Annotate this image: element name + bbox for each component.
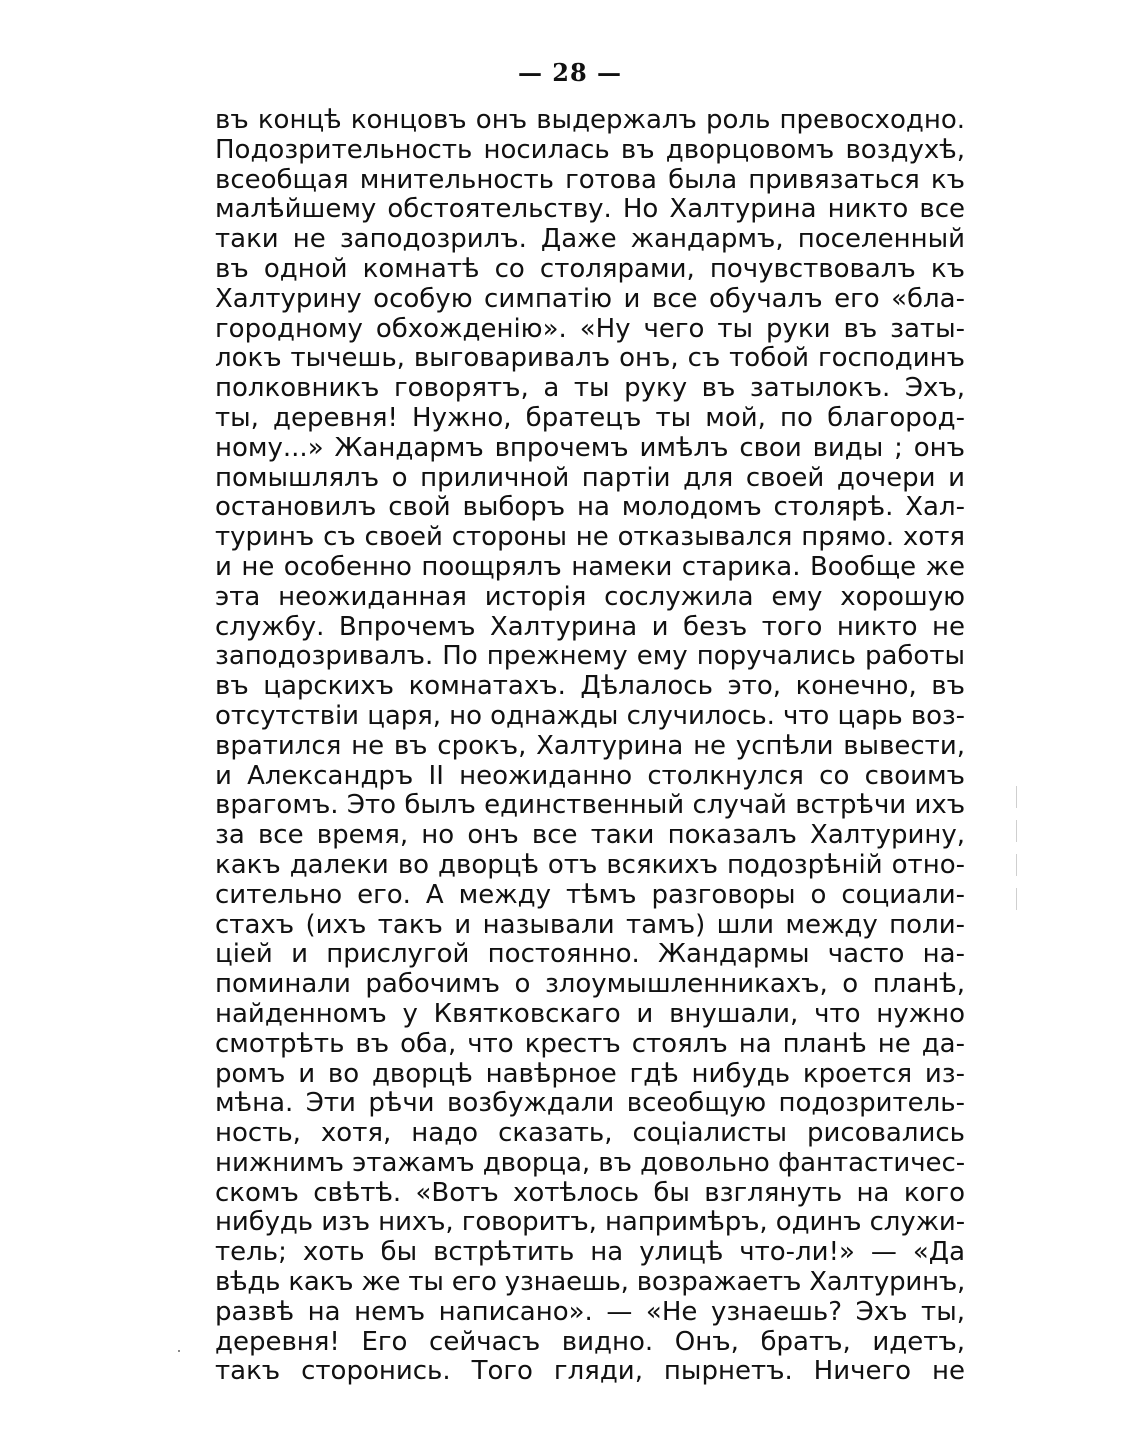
text-line: помышлялъ о приличной партіи для своей дочери и (215, 462, 965, 493)
text-line: ціей и прислугой постоянно. Жандармы часто на- (215, 939, 965, 970)
text-line: полковникъ говорятъ, а ты руку въ затылокъ. Эхъ, (215, 373, 965, 404)
text-line: вратился не въ срокъ, Халтурина не успѣли вывести, (215, 730, 965, 761)
text-line: въ концѣ концовъ онъ выдержалъ роль превосходно. (215, 105, 965, 135)
text-line: и не особенно поощрялъ намеки старика. Вообще же (215, 551, 965, 582)
text-line: врагомъ. Это былъ единственный случай встрѣчи ихъ (215, 790, 966, 821)
scan-speck (178, 1350, 180, 1352)
text-line: какъ далеки во дворцѣ отъ всякихъ подозрѣній отно- (215, 849, 965, 880)
text-line: остановилъ свой выборъ на молодомъ столярѣ. Хал- (215, 492, 965, 523)
text-line: нижнимъ этажамъ дворца, въ довольно фантастичес- (215, 1147, 966, 1178)
text-line: найденномъ у Квятковскаго и внушали, что нужно (215, 998, 965, 1029)
text-line: деревня! Его сейчасъ видно. Онъ, братъ, идетъ, (215, 1326, 965, 1357)
body-text (215, 106, 965, 1387)
text-line: малѣйшему обстоятельству. Но Халтурина никто все (215, 194, 965, 225)
text-line: эта неожиданная исторія сослужила ему хорошую (215, 581, 965, 612)
page-number: — 28 — (517, 58, 623, 87)
text-line: ромъ и во дворцѣ навѣрное гдѣ нибудь кроется из- (215, 1058, 965, 1089)
text-line: нибудь изъ нихъ, говоритъ, напримѣръ, одинъ служи- (215, 1207, 965, 1238)
text-line: ному...» Жандармъ впрочемъ имѣлъ свои виды ; онъ (215, 432, 965, 463)
text-line: ты, деревня! Нужно, братецъ ты мой, по благород- (215, 402, 965, 433)
text-line: мѣна. Эти рѣчи возбуждали всеобщую подозритель- (215, 1088, 965, 1119)
text-line: смотрѣть въ оба, что крестъ стоялъ на планѣ не да- (215, 1028, 965, 1059)
text-line: локъ тычешь, выговаривалъ онъ, съ тобой господинъ (215, 343, 965, 374)
text-line: развѣ на немъ написано». — «Не узнаешь? Эхъ ты, (215, 1296, 965, 1327)
text-line: поминали рабочимъ о злоумышленникахъ, о планѣ, (215, 969, 965, 1000)
text-line: ность, хотя, надо сказать, соціалисты рисовались (215, 1118, 965, 1149)
scan-margin-mark (1016, 786, 1017, 916)
text-line: въ одной комнатѣ со столярами, почувствовалъ къ (215, 253, 965, 284)
text-line: въ царскихъ комнатахъ. Дѣлалось это, конечно, въ (215, 671, 965, 702)
text-line: стахъ (ихъ такъ и называли тамъ) шли между поли- (215, 909, 965, 940)
text-line: такъ сторонись. Того гляди, пырнетъ. Ничего не (215, 1356, 965, 1387)
text-line: сительно его. А между тѣмъ разговоры о социали- (215, 879, 965, 910)
text-line: службу. Впрочемъ Халтурина и безъ того никто не (215, 611, 965, 642)
text-line: отсутствіи царя, но однажды случилось. что царь воз- (215, 700, 965, 731)
text-line: туринъ съ своей стороны не отказывался прямо. хотя (215, 522, 965, 553)
text-line: всеобщая мнительность готова была привязаться къ (215, 164, 965, 195)
text-line: скомъ свѣтѣ. «Вотъ хотѣлось бы взглянуть на кого (215, 1177, 965, 1208)
text-line: Подозрительность носилась въ дворцовомъ воздухѣ, (215, 134, 965, 165)
text-line: тель; хоть бы встрѣтить на улицѣ что-ли!» — «Да (215, 1237, 965, 1268)
text-line: городному обхожденію». «Ну чего ты руки въ заты- (215, 313, 965, 344)
text-line: вѣдь какъ же ты его узнаешь, возражаетъ Халтуринъ, (215, 1267, 966, 1298)
text-line: за все время, но онъ все таки показалъ Халтурину, (215, 820, 965, 851)
text-line: Халтурину особую симпатію и все обучалъ его «бла- (215, 283, 965, 314)
text-line: заподозривалъ. По прежнему ему поручались работы (215, 641, 965, 672)
text-line: и Александръ II неожиданно столкнулся со своимъ (215, 760, 965, 791)
text-line: таки не заподозрилъ. Даже жандармъ, поселенный (215, 224, 965, 255)
